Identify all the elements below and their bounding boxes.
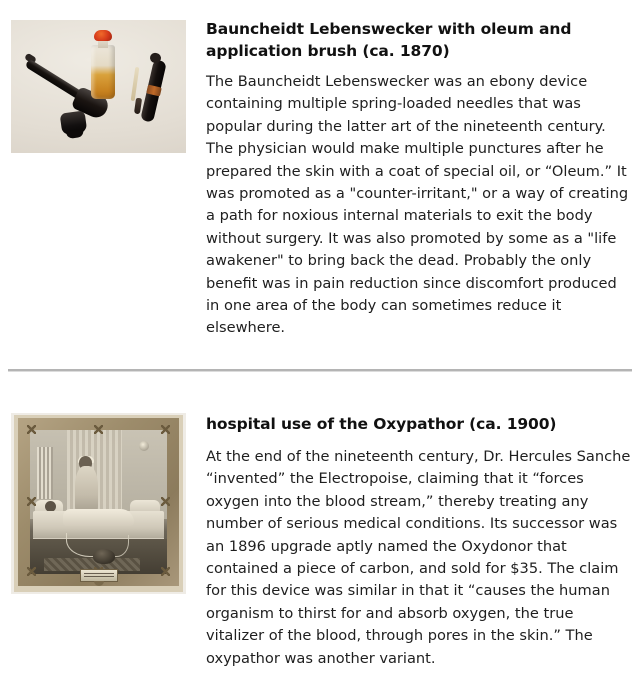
frame-ornament-icon (161, 567, 170, 576)
oxypathor-hospital-photo (11, 413, 186, 594)
article-heading: Bauncheidt Lebenswecker with oleum and application brush (ca. 1870) (206, 20, 572, 60)
article-heading: hospital use of the Oxypathor (ca. 1900) (206, 414, 557, 433)
frame-plaque (80, 569, 118, 582)
article-media-2 (11, 413, 186, 594)
article-body-1 (186, 18, 632, 340)
frame-ornament-icon (27, 425, 36, 434)
article-paragraph: The Bauncheidt Lebenswecker was an ebony device containing multiple spring-loaded needles that was popular during the latter art of the nineteenth century. The physician would make multiple punctures after he prepared the skin with a coat of special oil, or “Oleum.” It was promoted as a "counter-irritant," or a way of creating a path for noxious internal materials to exit the body without surgery. It was also promoted by some as a "life awakener" to bring back the dead. Probably the only benefit was in pain reduction since discomfort produced in one area of the body can sometimes reduce it elsewhere. (206, 73, 629, 337)
article-paragraph: At the end of the nineteenth century, Dr. Hercules Sanche “invented” the Electropoise, claiming that it “forces oxygen into the blood stream,” thereby treating any number of serious medical conditions. Its successor was an 1896 upgrade aptly named the Oxydonor that contained a piece of carbon, and sold for $35. The claim for this device was similar in that it “causes the human organism to thirst for and absorb oxygen, the true vitalizer of the blood, through pores in the skin.” The oxypathor was another variant. (206, 447, 631, 667)
article-lebenswecker (0, 0, 640, 340)
article-body-2 (186, 413, 632, 670)
bottle-stopper (94, 30, 112, 41)
photo-image-area (30, 430, 167, 574)
frame-ornament-icon (27, 567, 36, 576)
oxypathor-device (93, 549, 115, 564)
plaque-inscription (84, 573, 114, 579)
lebenswecker-device-photo (11, 20, 186, 153)
needle-cap (60, 110, 88, 135)
nurse-figure (75, 466, 98, 515)
radiator (37, 447, 53, 499)
frame-ornament-icon (161, 425, 170, 434)
frame-ornament-icon (27, 497, 36, 506)
bed-blanket (63, 509, 134, 526)
frame-ornament-icon (94, 425, 103, 434)
article-oxypathor (0, 372, 640, 670)
photo-frame (18, 418, 179, 586)
article-media-1 (11, 18, 186, 153)
oleum-bottle (91, 45, 115, 99)
frame-ornament-icon (161, 497, 170, 506)
